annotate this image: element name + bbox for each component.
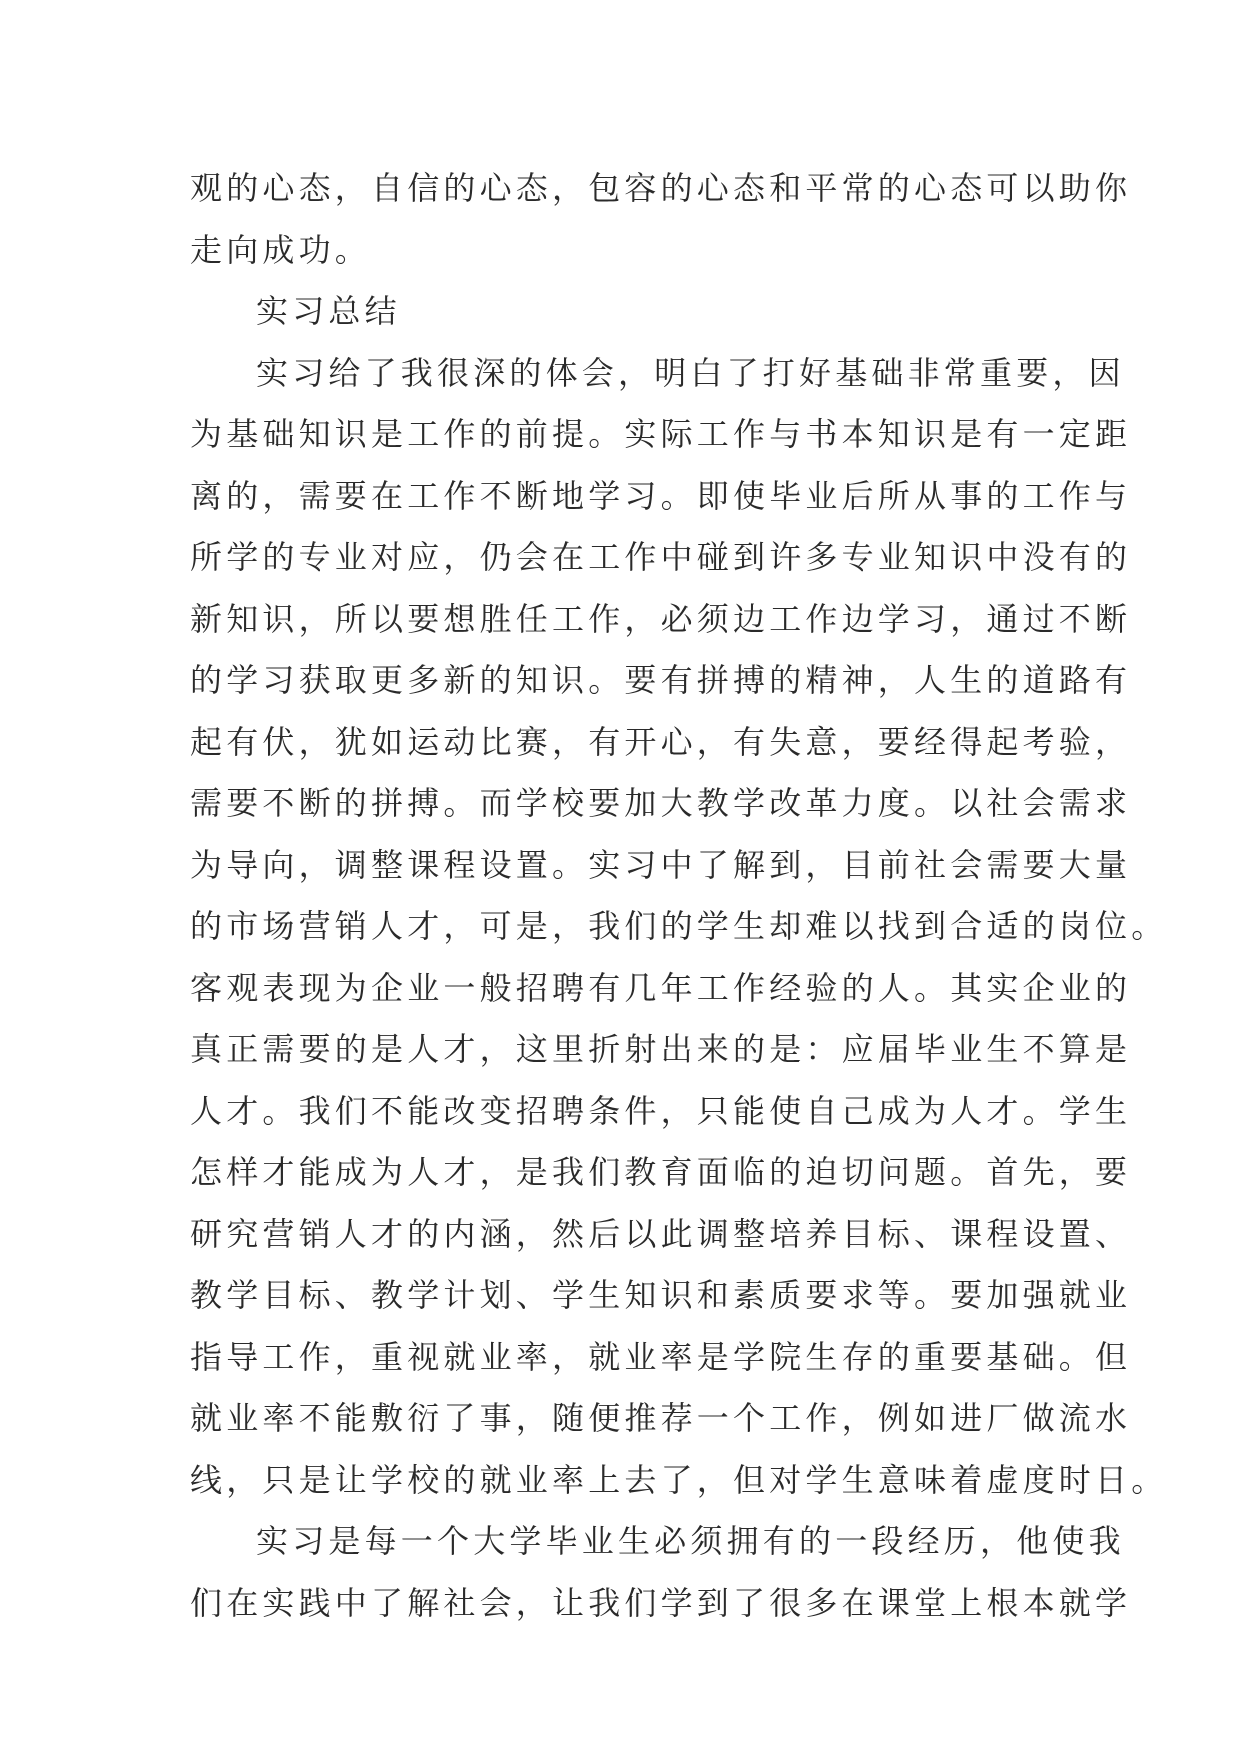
- text-line: 起有伏，犹如运动比赛，有开心，有失意，要经得起考验，: [190, 722, 1132, 761]
- text-line: 离的，需要在工作不断地学习。即使毕业后所从事的工作与: [190, 476, 1132, 515]
- text-line: 人才。我们不能改变招聘条件，只能使自己成为人才。学生: [190, 1091, 1132, 1130]
- text-line: 真正需要的是人才，这里折射出来的是：应届毕业生不算是: [190, 1030, 1132, 1068]
- body-text: [190, 158, 1168, 1634]
- text-line: 所学的专业对应，仍会在工作中碰到许多专业知识中没有的: [190, 538, 1132, 576]
- text-line: 观的心态，自信的心态，包容的心态和平常的心态可以助你: [190, 169, 1132, 207]
- text-line: 新知识，所以要想胜任工作，必须边工作边学习，通过不断: [190, 599, 1132, 638]
- text-line: 的学习获取更多新的知识。要有拼搏的精神，人生的道路有: [190, 661, 1132, 699]
- text-line: 客观表现为企业一般招聘有几年工作经验的人。其实企业的: [190, 968, 1132, 1007]
- text-line: 教学目标、教学计划、学生知识和素质要求等。要加强就业: [190, 1276, 1132, 1314]
- text-line: 为导向，调整课程设置。实习中了解到，目前社会需要大量: [190, 845, 1132, 884]
- text-line: 们在实践中了解社会，让我们学到了很多在课堂上根本就学: [190, 1583, 1132, 1622]
- text-line: 怎样才能成为人才，是我们教育面临的迫切问题。首先，要: [190, 1153, 1132, 1191]
- text-line: 需要不断的拼搏。而学校要加大教学改革力度。以社会需求: [190, 784, 1132, 822]
- text-line: 指导工作，重视就业率，就业率是学院生存的重要基础。但: [190, 1337, 1132, 1376]
- text-line: 研究营销人才的内涵，然后以此调整培养目标、课程设置、: [190, 1214, 1132, 1253]
- text-line: 实习给了我很深的体会，明白了打好基础非常重要，因: [256, 353, 1125, 392]
- text-line: 走向成功。: [190, 230, 372, 269]
- text-line: 就业率不能敷衍了事，随便推荐一个工作，例如进厂做流水: [190, 1399, 1132, 1437]
- text-line: 的市场营销人才，可是，我们的学生却难以找到合适的岗位。: [190, 907, 1168, 945]
- text-line: 实习是每一个大学毕业生必须拥有的一段经历，他使我: [256, 1522, 1125, 1560]
- text-line: 为基础知识是工作的前提。实际工作与书本知识是有一定距: [190, 415, 1132, 453]
- section-heading: 实习总结: [256, 292, 401, 330]
- text-line: 线，只是让学校的就业率上去了，但对学生意味着虚度时日。: [190, 1460, 1168, 1499]
